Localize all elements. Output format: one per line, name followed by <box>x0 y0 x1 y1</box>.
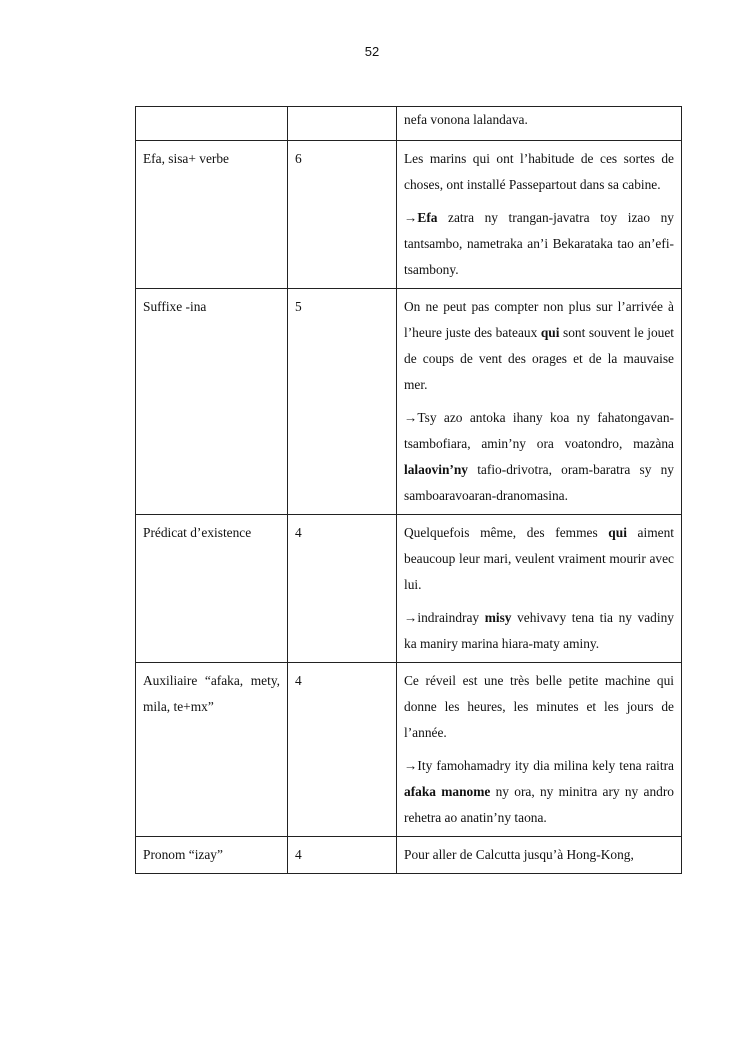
row-label-cell <box>136 107 288 141</box>
row-count-cell <box>288 837 397 874</box>
text-segment: →indraindray <box>404 610 485 625</box>
example-french <box>404 842 674 868</box>
table-row <box>136 837 682 874</box>
table-row <box>136 107 682 141</box>
table-row <box>136 515 682 663</box>
example-malagasy <box>404 753 674 831</box>
row-count-cell <box>288 289 397 515</box>
text-segment: Quelquefois même, des femmes <box>404 525 609 540</box>
row-example-cell <box>397 289 682 515</box>
text-segment: sont souvent le jouet de coups de vent des orages et de la mauvaise mer. <box>404 325 674 392</box>
text-segment: tafio-drivotra, oram-baratra sy ny samboaravoaran-dranomasina. <box>404 462 674 503</box>
example-malagasy <box>404 205 674 283</box>
table-row <box>136 141 682 289</box>
table-body <box>136 107 682 874</box>
example-french <box>404 668 674 746</box>
text-segment: → <box>404 210 418 225</box>
row-label-cell <box>136 837 288 874</box>
row-label: Auxiliaire “afaka, mety, mila, te+mx” <box>143 673 280 714</box>
row-label-cell <box>136 289 288 515</box>
correspondence-table <box>135 106 682 874</box>
row-count-cell <box>288 141 397 289</box>
row-count: 4 <box>295 847 302 862</box>
table-row <box>136 289 682 515</box>
example-french <box>404 294 674 398</box>
text-segment: Pour aller de Calcutta jusqu’à Hong-Kong, <box>404 847 634 862</box>
row-count: 6 <box>295 151 302 166</box>
text-segment: Ce réveil est une très belle petite machine qui donne les heures, les minutes et les jours de l’année. <box>404 673 674 740</box>
highlighted-term: lalaovin’ny <box>404 462 468 477</box>
example-french <box>404 107 674 133</box>
text-segment: aiment beaucoup leur mari, veulent vraiment mourir avec lui. <box>404 525 674 592</box>
highlighted-term: Efa <box>417 210 438 225</box>
row-label: Prédicat d’existence <box>143 525 252 540</box>
text-segment: vehivavy tena tia ny vadiny ka maniry marina hiara-maty aminy. <box>404 610 674 651</box>
row-example-cell <box>397 107 682 141</box>
row-count-cell <box>288 515 397 663</box>
example-french <box>404 520 674 598</box>
text-segment: On ne peut pas compter non plus sur l’arrivée à l’heure juste des bateaux <box>404 299 674 340</box>
row-label: Suffixe -ina <box>143 299 207 314</box>
row-label-cell <box>136 663 288 837</box>
row-example-cell <box>397 837 682 874</box>
text-segment: →Tsy azo antoka ihany koa ny fahatongavan-tsambofiara, amin’ny ora voatondro, mazàna <box>404 410 674 451</box>
row-count-cell <box>288 663 397 837</box>
row-count: 4 <box>295 525 302 540</box>
row-label <box>143 107 280 114</box>
highlighted-term: misy <box>484 610 512 625</box>
row-label: Efa, sisa+ verbe <box>143 151 229 166</box>
highlighted-term: qui <box>540 325 560 340</box>
row-label-cell <box>136 141 288 289</box>
text-segment: nefa vonona lalandava. <box>404 112 528 127</box>
highlighted-term: afaka manome <box>404 784 491 799</box>
row-count-cell <box>288 107 397 141</box>
example-malagasy <box>404 405 674 509</box>
row-example-cell <box>397 663 682 837</box>
text-segment: Les marins qui ont l’habitude de ces sortes de choses, ont installé Passepartout dans sa cabine. <box>404 151 674 192</box>
row-count <box>295 107 389 114</box>
row-count: 4 <box>295 673 302 688</box>
table-row <box>136 663 682 837</box>
row-example-cell <box>397 141 682 289</box>
example-french <box>404 146 674 198</box>
row-label: Pronom “izay” <box>143 847 223 862</box>
example-malagasy <box>404 605 674 657</box>
row-example-cell <box>397 515 682 663</box>
highlighted-term: qui <box>608 525 627 540</box>
text-segment: ny ora, ny minitra ary ny andro rehetra ao anatin’ny taona. <box>404 784 674 825</box>
row-count: 5 <box>295 299 302 314</box>
text-segment: zatra ny trangan-javatra toy izao ny tantsambo, nametraka an’i Bekarataka tao an’efi-tsambony. <box>404 210 674 277</box>
text-segment: →Ity famohamadry ity dia milina kely tena raitra <box>404 758 674 773</box>
row-label-cell <box>136 515 288 663</box>
page-number: 52 <box>364 44 380 59</box>
